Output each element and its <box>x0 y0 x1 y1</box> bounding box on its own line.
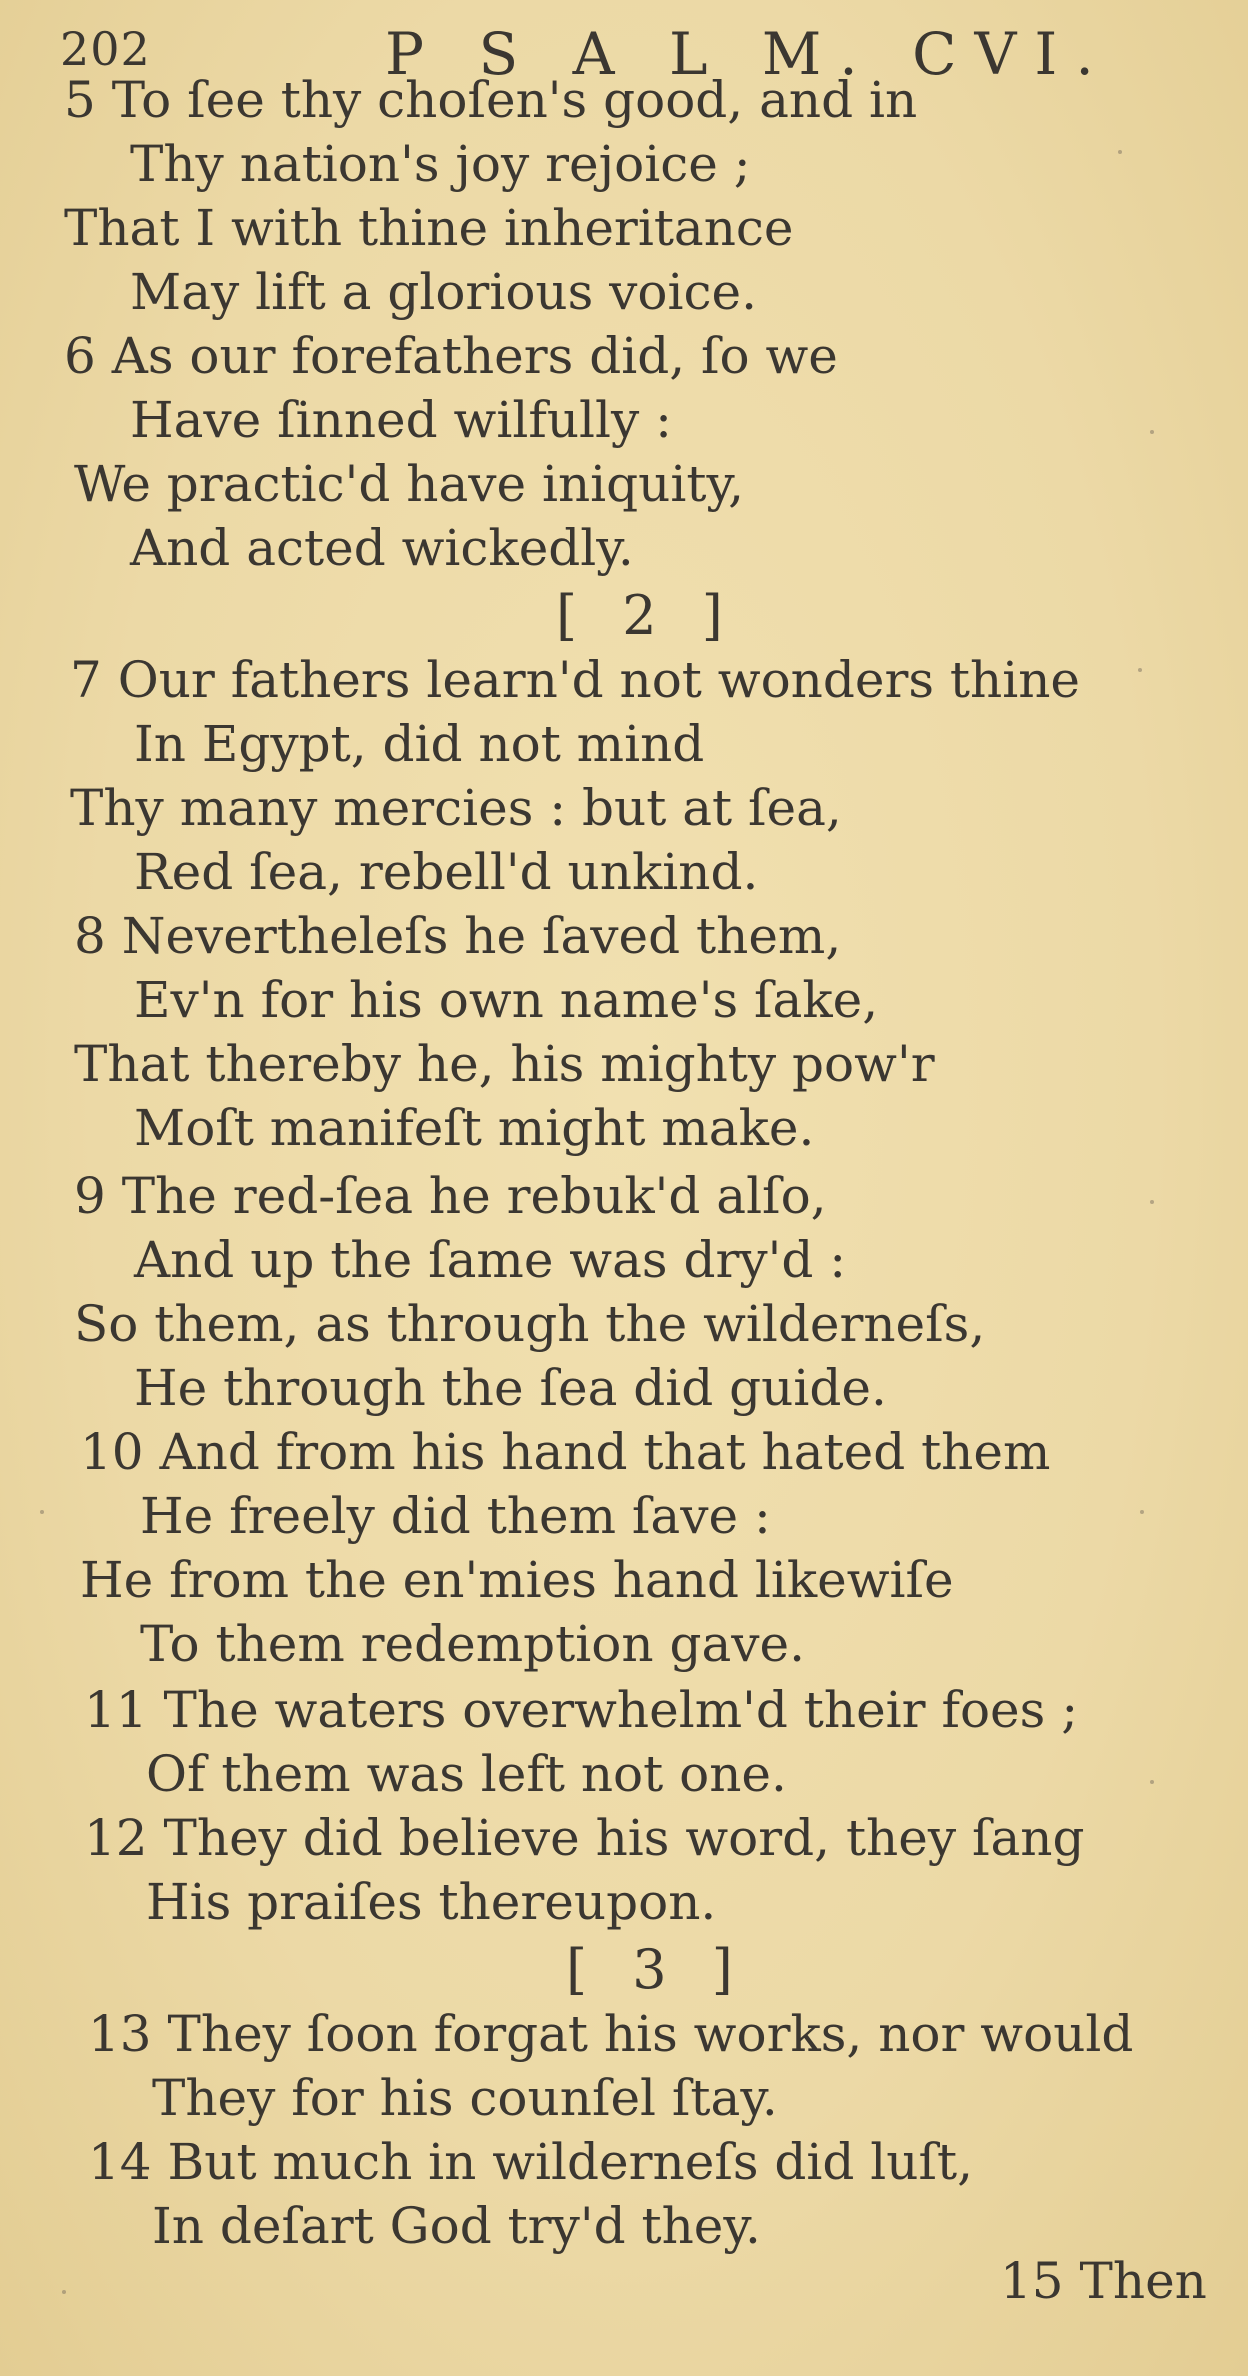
verse-line: May lift a glorious voice. <box>130 263 758 321</box>
verse-line: 9 The red-ſea he rebuk'd alſo, <box>74 1167 827 1225</box>
paper-speck <box>1150 1780 1154 1784</box>
verse-line: He through the ſea did guide. <box>134 1359 887 1417</box>
section-marker: [ 3 ] <box>566 1938 747 2001</box>
verse-line: That thereby he, his mighty pow'r <box>74 1035 935 1093</box>
verse-line: 13 They ſoon forgat his works, nor would <box>88 2005 1134 2063</box>
verse-line: 5 To ſee thy choſen's good, and in <box>64 71 918 129</box>
paper-speck <box>1150 430 1154 434</box>
verse-line: In deſart God try'd they. <box>152 2197 761 2255</box>
page-number: 202 <box>60 22 151 76</box>
verse-line: Have ſinned wilfully : <box>130 391 672 449</box>
verse-line: 6 As our forefathers did, ſo we <box>64 327 838 385</box>
verse-line: 8 Nevertheleſs he ſaved them, <box>74 907 842 965</box>
verse-line: They for his counſel ſtay. <box>152 2069 778 2127</box>
verse-line: He freely did them ſave : <box>140 1487 771 1545</box>
verse-line: Thy nation's joy rejoice ; <box>130 135 751 193</box>
verse-line: In Egypt, did not mind <box>134 715 705 773</box>
verse-line: And acted wickedly. <box>130 519 634 577</box>
verse-line: Thy many mercies : but at ſea, <box>70 779 842 837</box>
verse-line: To them redemption gave. <box>140 1615 805 1673</box>
verse-line: 7 Our fathers learn'd not wonders thine <box>70 651 1081 709</box>
verse-line: Red ſea, rebell'd unkind. <box>134 843 759 901</box>
verse-line: Ev'n for his own name's ſake, <box>134 971 879 1029</box>
paper-speck <box>1150 1200 1154 1204</box>
verse-line: Moſt manifeſt might make. <box>134 1099 815 1157</box>
verse-line: And up the ſame was dry'd : <box>134 1231 847 1289</box>
verse-line: 14 But much in wilderneſs did luſt, <box>88 2133 973 2191</box>
paper-speck <box>1140 1510 1144 1514</box>
verse-line: We practic'd have iniquity, <box>74 455 744 513</box>
paper-speck <box>62 2290 66 2294</box>
section-marker: [ 2 ] <box>556 584 737 647</box>
paper-speck <box>1118 150 1122 154</box>
verse-line: So them, as through the wilderneſs, <box>74 1295 986 1353</box>
paper-speck <box>40 1510 44 1514</box>
verse-line: Of them was left not one. <box>146 1745 787 1803</box>
verse-line: His praiſes thereupon. <box>146 1873 717 1931</box>
verse-line: 10 And from his hand that hated them <box>80 1423 1051 1481</box>
paper-speck <box>1138 668 1142 672</box>
verse-line: That I with thine inheritance <box>64 199 794 257</box>
verse-line: 12 They did believe his word, they ſang <box>84 1809 1085 1867</box>
verse-line: He from the en'mies hand likewiſe <box>80 1551 954 1609</box>
catchword: 15 Then <box>1000 2252 1207 2310</box>
verse-line: 11 The waters overwhelm'd their foes ; <box>84 1681 1079 1739</box>
running-title: P S A L M. CVI. <box>385 20 1112 88</box>
